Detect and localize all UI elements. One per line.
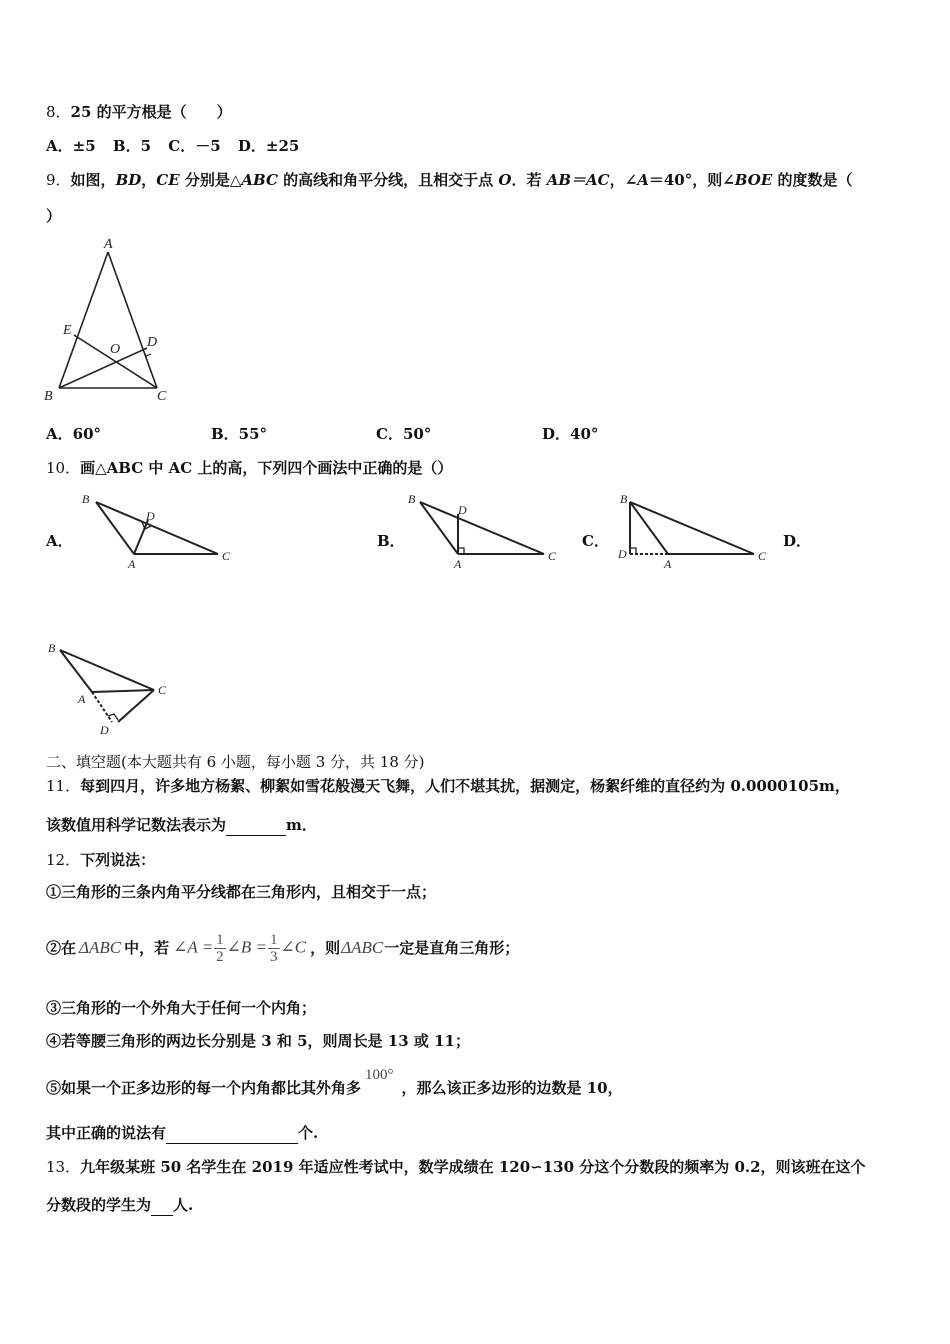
q12-statement-2 — [46, 926, 519, 970]
q9-text-2: ， — [141, 171, 157, 189]
frac-numerator: 1 — [216, 931, 224, 948]
frac-denominator: 3 — [270, 948, 278, 965]
q13-number: 13． — [46, 1158, 81, 1176]
q12-conclusion — [46, 1123, 318, 1144]
q12-stem — [46, 850, 155, 870]
q10-figure-d — [40, 636, 180, 740]
q12-s2-equation — [173, 932, 306, 965]
q12-statement-5 — [46, 1066, 623, 1106]
q13-text-pre: 分数段的学生为 — [46, 1196, 152, 1214]
q13-text: 九年级某班 50 名学生在 2019 年适应性考试中，数学成绩在 120∽130 分这个分数段的频率为 0.2，则该班在这个 — [80, 1158, 866, 1176]
q10-option-c[interactable]: C． — [582, 532, 609, 550]
fig-b-label-b: B — [408, 492, 416, 506]
label-c: C — [157, 389, 167, 404]
q12-answer-blank[interactable] — [166, 1123, 298, 1144]
q9-option-a[interactable]: A．60° — [46, 425, 102, 443]
q12-conclusion-post: 个. — [298, 1124, 319, 1142]
q9-stem-end: ） — [46, 207, 62, 225]
label-b: B — [44, 389, 53, 404]
q12-s2-pre: ②在 — [46, 939, 77, 957]
q12-s5-pre: ⑤如果一个正多边形的每一个内角都比其外角多 — [46, 1079, 362, 1097]
q9-text-7: O — [498, 171, 512, 189]
q9-text-9: AB＝AC — [546, 171, 610, 189]
fig-a-label-d: D — [146, 509, 155, 523]
q10-figure-b — [402, 490, 562, 574]
q9-text-14: 的度数是（ — [772, 171, 853, 189]
q11-text-pre: 该数值用科学记数法表示为 — [46, 816, 227, 834]
q10-stem — [46, 458, 452, 478]
q12-s5-post: ，那么该正多边形的边数是 10， — [401, 1079, 623, 1097]
q9-text-10: ，∠ — [609, 171, 638, 189]
q8-option-c[interactable]: C．－5 — [168, 137, 221, 155]
label-a: A — [104, 237, 113, 252]
fig-b-label-c: C — [548, 549, 557, 563]
frac-denominator: 2 — [216, 948, 224, 965]
fig-a-label-a: A — [128, 557, 136, 571]
q11-answer-blank[interactable] — [226, 815, 286, 836]
q12-s2-mid: 中，若 — [124, 939, 170, 957]
q12-s2-triangle-2: ΔABC — [341, 938, 384, 957]
q9-option-b[interactable]: B．55° — [211, 425, 268, 443]
q9-number: 9． — [46, 171, 71, 189]
q11-line2 — [46, 815, 317, 836]
fig-c-label-b: B — [620, 492, 628, 506]
q9-option-c[interactable]: C．50° — [376, 425, 432, 443]
q10-text: 画△ABC 中 AC 上的高，下列四个画法中正确的是（） — [80, 459, 453, 477]
fig-d-label-a: A — [78, 692, 86, 706]
q12-statement-3: ③三角形的一个外角大于任何一个内角； — [46, 999, 317, 1017]
fig-d-label-c: C — [158, 683, 167, 697]
q8-option-d[interactable]: D．±25 — [237, 137, 300, 155]
q9-text-13: BOE — [734, 171, 773, 189]
side-ab — [59, 252, 108, 388]
q12-statement-4: ④若等腰三角形的两边长分别是 3 和 5，则周长是 13 或 11； — [46, 1032, 470, 1050]
q9-text-0: 如图， — [70, 171, 116, 189]
q13-answer-blank[interactable] — [151, 1195, 173, 1216]
q12-conclusion-pre: 其中正确的说法有 — [46, 1124, 167, 1142]
q13-text-post: 人. — [173, 1196, 194, 1214]
q10-figure-c — [612, 490, 772, 574]
eq-angle-b: ∠B = — [226, 936, 268, 956]
label-o: O — [110, 342, 121, 357]
label-d: D — [147, 335, 158, 350]
q13-line1 — [46, 1157, 866, 1177]
fig-c-label-a: A — [664, 557, 672, 571]
eq-angle-c: ∠C — [280, 936, 307, 956]
q12-statement-1: ①三角形的三条内角平分线都在三角形内，且相交于一点； — [46, 883, 437, 901]
q8-option-a[interactable]: A．±5 — [46, 137, 96, 155]
q11-text: 每到四月，许多地方杨絮、柳絮如雪花般漫天飞舞，人们不堪其扰，据测定，杨絮纤维的直径约为 0.0000105m， — [80, 777, 850, 795]
q12-s2-triangle: ΔABC — [79, 938, 122, 957]
q8-option-b[interactable]: B．5 — [112, 137, 152, 155]
q10-figure-a — [78, 490, 238, 574]
q9-text-5: ABC — [241, 171, 278, 189]
eq-angle-a: ∠A = — [173, 936, 214, 956]
q9-text-1: BD — [115, 171, 142, 189]
q11-text-post: m． — [286, 816, 317, 834]
q8-options — [46, 136, 299, 156]
fig-b-label-d: D — [458, 503, 467, 517]
q9-text-11: A — [637, 171, 649, 189]
fig-c-label-d: D — [618, 547, 627, 561]
fig-d-label-d: D — [100, 723, 109, 737]
fig-c-label-c: C — [758, 549, 767, 563]
fig-d-label-b: B — [48, 641, 56, 655]
q9-text-3: CE — [156, 171, 180, 189]
q13-line2 — [46, 1195, 193, 1216]
q8-number: 8． — [46, 103, 71, 121]
q9-text-4: 分别是△ — [179, 171, 242, 189]
eq-frac-half — [214, 932, 226, 965]
q9-stem — [46, 170, 853, 190]
q10-option-a[interactable]: A． — [46, 532, 73, 550]
q10-number: 10． — [46, 459, 81, 477]
q12-s5-angle: 100° — [365, 1067, 394, 1083]
fig-a-label-c: C — [222, 549, 231, 563]
section-heading: 二、填空题(本大题共有 6 小题，每小题 3 分，共 18 分) — [46, 753, 425, 771]
q11-line1 — [46, 776, 850, 796]
side-ac — [108, 252, 157, 388]
q12-s2-post: 一定是直角三角形； — [384, 939, 520, 957]
q8-stem — [46, 102, 232, 122]
q11-number: 11． — [46, 777, 81, 795]
q9-text-6: 的高线和角平分线，且相交于点 — [277, 171, 499, 189]
q12-s2-then: ，则 — [310, 939, 341, 957]
q10-option-d[interactable]: D． — [783, 532, 812, 550]
q8-text: 25 的平方根是（ ） — [70, 103, 232, 121]
q9-text-8: ．若 — [511, 171, 547, 189]
frac-numerator: 1 — [270, 931, 278, 948]
fig-a-label-b: B — [82, 492, 90, 506]
label-e: E — [63, 323, 72, 338]
q12-number: 12． — [46, 851, 81, 869]
q12-text: 下列说法： — [80, 851, 156, 869]
q9-triangle-figure — [40, 232, 180, 408]
fig-b-label-a: A — [454, 557, 462, 571]
q10-option-b[interactable]: B． — [377, 532, 405, 550]
q9-option-d[interactable]: D．40° — [542, 425, 599, 443]
q9-text-12: ＝40°，则∠ — [648, 171, 735, 189]
eq-frac-third — [268, 932, 280, 965]
